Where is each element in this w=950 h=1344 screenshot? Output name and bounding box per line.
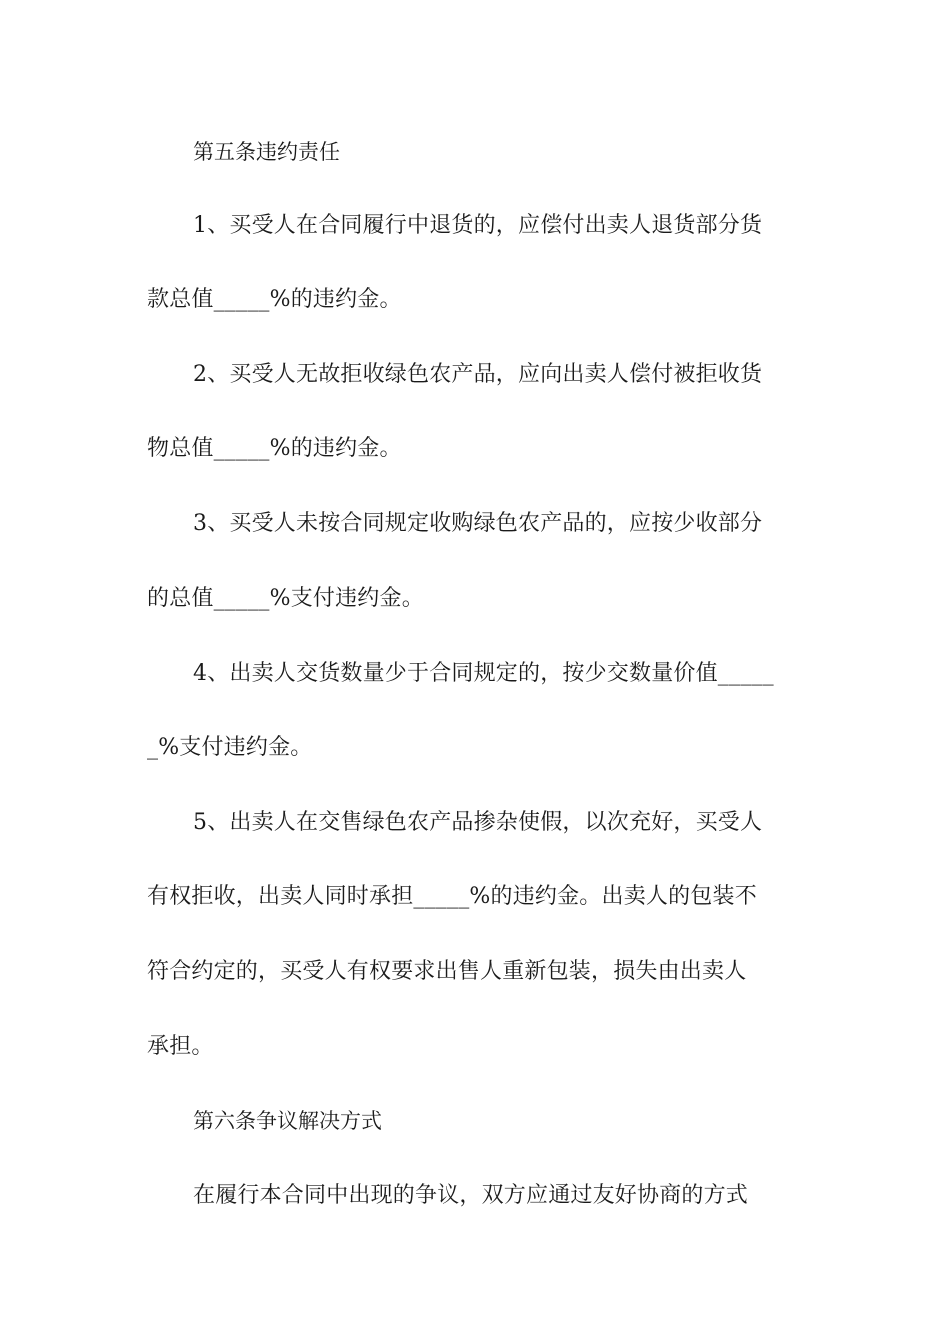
paragraph-line: 在履行本合同中出现的争议，双方应通过友好协商的方式 [193, 1183, 749, 1208]
paragraph-line: 款总值_____%的违约金。 [147, 287, 402, 312]
paragraph-line: 有权拒收，出卖人同时承担_____%的违约金。出卖人的包装不 [147, 884, 757, 909]
paragraph-line: 物总值_____%的违约金。 [147, 436, 402, 461]
paragraph-line: 5、出卖人在交售绿色农产品掺杂使假，以次充好，买受人 [193, 810, 763, 835]
paragraph-line: 的总值_____%支付违约金。 [147, 586, 424, 611]
paragraph-line: 承担。 [147, 1034, 214, 1059]
section-heading-article-5: 第五条违约责任 [193, 140, 340, 164]
paragraph-line: 3、买受人未按合同规定收购绿色农产品的，应按少收部分 [193, 511, 763, 536]
section-heading-article-6: 第六条争议解决方式 [193, 1109, 382, 1133]
paragraph-line: _%支付违约金。 [147, 735, 313, 760]
paragraph-line: 4、出卖人交货数量少于合同规定的，按少交数量价值_____ [193, 661, 774, 686]
paragraph-line: 1、买受人在合同履行中退货的，应偿付出卖人退货部分货 [193, 213, 763, 238]
paragraph-line: 符合约定的，买受人有权要求出售人重新包装，损失由出卖人 [147, 959, 747, 984]
paragraph-line: 2、买受人无故拒收绿色农产品，应向出卖人偿付被拒收货 [193, 362, 763, 387]
